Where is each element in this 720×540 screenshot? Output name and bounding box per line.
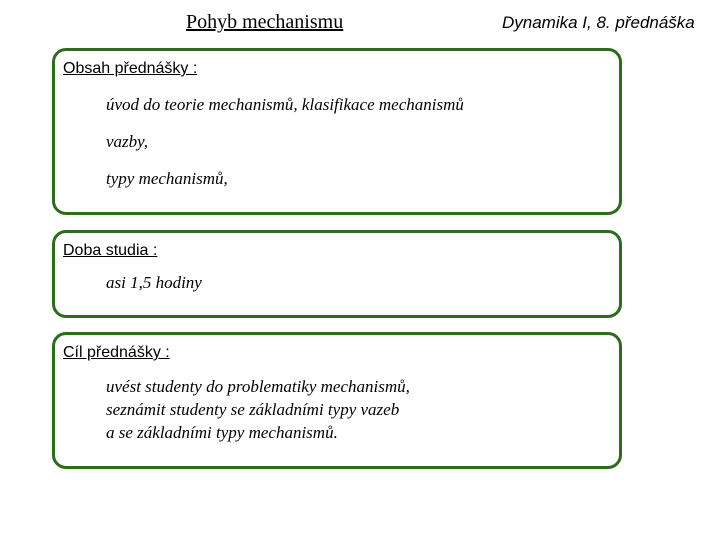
content-item: vazby, [106, 132, 149, 151]
course-label: Dynamika I, 8. přednáška [502, 13, 695, 32]
goal-line: seznámit studenty se základními typy vazeb [106, 400, 400, 419]
lecture-goal-heading: Cíl přednášky : [63, 344, 170, 361]
lecture-content-heading: Obsah přednášky : [63, 60, 198, 77]
lecture-goal-box [52, 332, 622, 469]
slide-title: Pohyb mechanismu [186, 11, 344, 33]
study-duration-heading: Doba studia : [63, 242, 158, 259]
content-item: typy mechanismů, [106, 169, 228, 188]
goal-line: a se základními typy mechanismů. [106, 423, 338, 442]
study-duration-box [52, 230, 622, 318]
goal-line: uvést studenty do problematiky mechanismů, [106, 377, 410, 396]
duration-item: asi 1,5 hodiny [106, 273, 202, 292]
goal-text [106, 375, 410, 444]
content-item: úvod do teorie mechanismů, klasifikace mechanismů [106, 95, 464, 114]
lecture-content-box [52, 48, 622, 215]
